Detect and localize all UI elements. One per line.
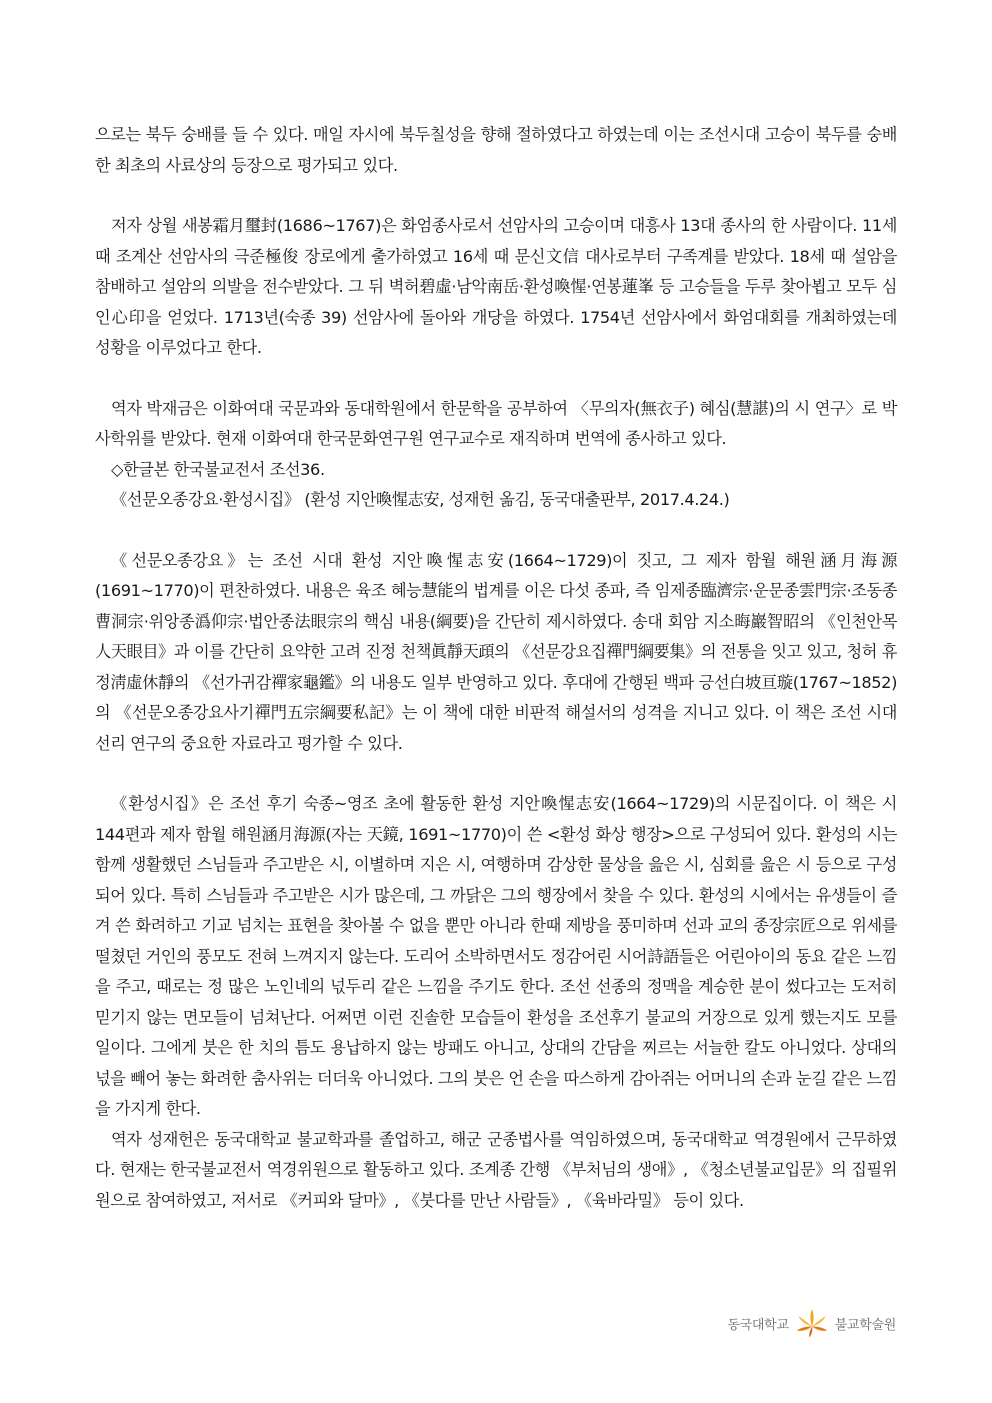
- section-heading: ◇한글본 한국불교전서 조선36.: [111, 459, 325, 479]
- paragraph-translator-park: 역자 박재금은 이화여대 국문과와 동대학원에서 한문학을 공부하여 〈무의자(無衣子) 혜심(慧諶)의 시 연구〉로 박사학위를 받았다. 현재 이화여대 한국문화연구원 연구교수로 재직하며 번역에 종사하고 있다.: [95, 398, 897, 448]
- section-subheading: 《선문오종강요·환성시집》 (환성 지안喚惺志安, 성재헌 옮김, 동국대출판부, 2017.4.24.): [111, 490, 730, 509]
- paragraph-seonmun-ojong: 《선문오종강요》는 조선 시대 환성 지안喚惺志安(1664~1729)이 짓고, 그 제자 함월 해원涵月海源(1691~1770)이 편찬하였다. 내용은 육조 혜능慧能의 법계를 이은 다섯 종파, 즉 임제종臨濟宗·운문종雲門宗·조동종曹洞宗·위앙종潙仰宗·법안종法眼宗의 핵심 내용(綱要)을 간단히 제시하였다. 송대 회암 지소晦巖智昭의 《인천안목人天眼目》과 이를 간단히 요약한 고려 진정 천책眞靜天頙의 《선문강요집禪門綱要集》의 전통을 잇고 있고, 청허 휴정淸虛休靜의 《선가귀감禪家龜鑑》의 내용도 일부 반영하고 있다. 후대에 간행된 백파 긍선白坡亘璇(1767~1852)의 《선문오종강요사기禪門五宗綱要私記》는 이 책에 대한 비판적 해설서의 성격을 지니고 있다. 이 책은 조선 시대 선리 연구의 중요한 자료라고 평가할 수 있다.: [95, 550, 897, 753]
- footer-institute-name: 불교학술원: [834, 1317, 896, 1333]
- paragraph-author-sangwol: 저자 상월 새봉霜月璽封(1686~1767)은 화엄종사로서 선암사의 고승이며 대흥사 13대 종사의 한 사람이다. 11세 때 조계산 선암사의 극준極俊 장로에게 출가하였고 16세 때 문신文信 대사로부터 구족계를 받았다. 18세 때 설암을 참배하고 설암의 의발을 전수받았다. 그 뒤 벽허碧虛·남악南岳·환성喚惺·연봉蓮峯 등 고승들을 두루 찾아뵙고 모두 심인心印을 얻었다. 1713년(숙종 39) 선암사에 돌아와 개당을 하였다. 1754년 선암사에서 화엄대회를 개최하였는데 성황을 이루었다고 한다.: [95, 216, 897, 357]
- footer-logo: [727, 1305, 896, 1341]
- footer-university-name: 동국대학교: [727, 1317, 789, 1333]
- dongguk-lotus-logo-icon: [795, 1306, 829, 1340]
- paragraph-northern-dipper: 으로는 북두 숭배를 들 수 있다. 매일 자시에 북두칠성을 향해 절하였다고 하였는데 이는 조선시대 고승이 북두를 숭배한 최초의 사료상의 등장으로 평가되고 있다.: [95, 125, 897, 175]
- paragraph-translator-seong: 역자 성재헌은 동국대학교 불교학과를 졸업하고, 해군 군종법사를 역임하였으며, 동국대학교 역경원에서 근무하였다. 현재는 한국불교전서 역경위원으로 활동하고 있다. 조계종 간행 《부처님의 생애》, 《청소년불교입문》의 집필위원으로 참여하였고, 저서로 《커피와 달마》, 《붓다를 만난 사람들》, 《육바라밀》 등이 있다.: [95, 1129, 897, 1210]
- paragraph-hwanseong-sijip: 《환성시집》은 조선 후기 숙종~영조 초에 활동한 환성 지안喚惺志安(1664~1729)의 시문집이다. 이 책은 시 144편과 제자 함월 해원涵月海源(자는 天鏡, 1691~1770)이 쓴 <환성 화상 행장>으로 구성되어 있다. 환성의 시는 함께 생활했던 스님들과 주고받은 시, 이별하며 지은 시, 여행하며 감상한 물상을 읊은 시, 심회를 읊은 시 등으로 구성되어 있다. 특히 스님들과 주고받은 시가 많은데, 그 까닭은 그의 행장에서 찾을 수 있다. 환성의 시에서는 유생들이 즐겨 쓴 화려하고 기교 넘치는 표현을 찾아볼 수 없을 뿐만 아니라 한때 제방을 풍미하며 선과 교의 종장宗匠으로 위세를 떨쳤던 거인의 풍모도 전혀 느껴지지 않는다. 도리어 소박하면서도 정감어린 시어詩語들은 어린아이의 동요 같은 느낌을 주고, 때로는 정 많은 노인네의 넋두리 같은 느낌을 주기도 한다. 조선 선종의 정맥을 계승한 분이 썼다고는 도저히 믿기지 않는 면모들이 넘쳐난다. 어쩌면 이런 진솔한 모습들이 환성을 조선후기 불교의 거장으로 있게 했는지도 모를 일이다. 그에게 붓은 한 치의 틈도 용납하지 않는 방패도 아니고, 상대의 간담을 찌르는 서늘한 칼도 아니었다. 상대의 넋을 빼어 놓는 화려한 춤사위는 더더욱 아니었다. 그의 붓은 언 손을 따스하게 감아쥐는 어머니의 손과 눈길 같은 느낌을 가지게 한다.: [95, 794, 897, 1118]
- document-page: [95, 120, 897, 1216]
